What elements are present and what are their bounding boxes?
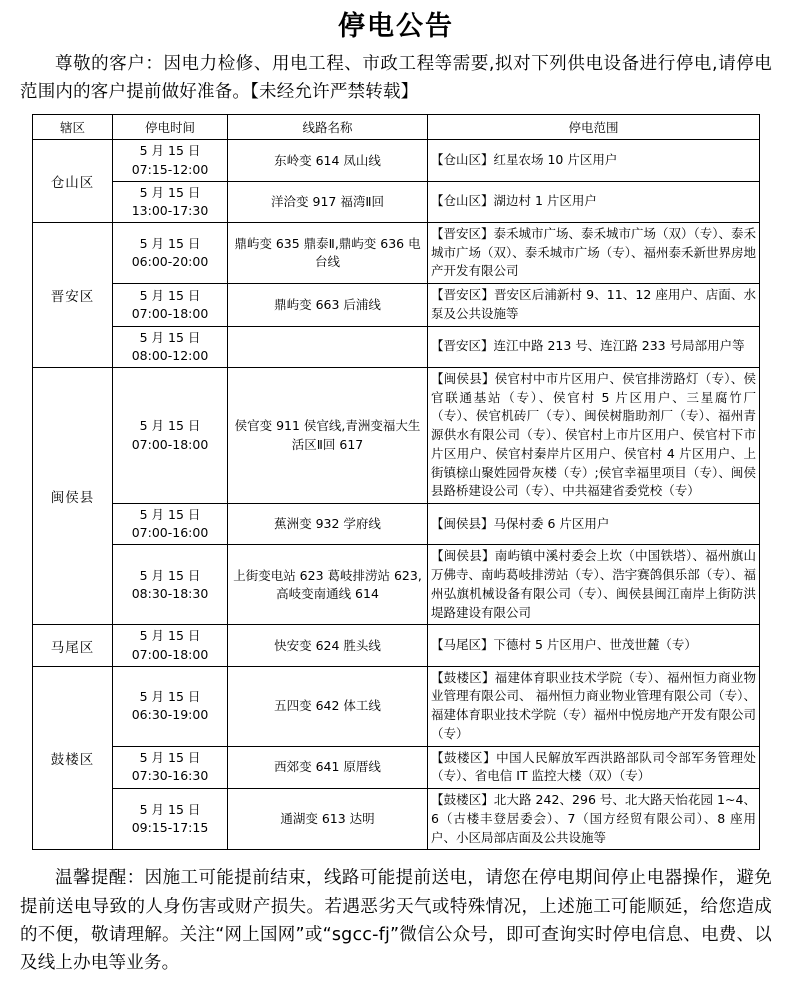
outage-time-cell — [113, 545, 228, 625]
line-name-cell: 侯官变 911 侯官线,青洲变福大生活区Ⅱ回 617 — [228, 367, 428, 503]
line-name-cell: 五四变 642 体工线 — [228, 666, 428, 746]
outage-date: 5 月 15 日 — [139, 802, 201, 818]
outage-date: 5 月 15 日 — [139, 628, 201, 644]
district-cell: 仓山区 — [33, 140, 113, 223]
outage-time-cell — [113, 326, 228, 367]
outage-hours: 06:00-20:00 — [131, 254, 209, 270]
line-name-cell: 东岭变 614 凤山线 — [228, 140, 428, 181]
outage-date: 5 月 15 日 — [139, 689, 201, 705]
outage-date: 5 月 15 日 — [139, 143, 201, 159]
column-header-range: 停电范围 — [428, 115, 760, 140]
outage-range-cell: 【闽侯县】马保村委 6 片区用户 — [428, 504, 760, 545]
table-row — [33, 504, 760, 545]
outage-date: 5 月 15 日 — [139, 507, 201, 523]
table-row — [33, 746, 760, 789]
outage-hours: 13:00-17:30 — [131, 202, 209, 218]
outage-range-cell: 【晋安区】连江中路 213 号、连江路 233 号局部用户等 — [428, 326, 760, 367]
outage-range-cell: 【晋安区】泰禾城市广场、泰禾城市广场（双）（专）、泰禾城市广场（双）、泰禾城市广场（专）、福州泰禾新世界房地产开发有限公司 — [428, 222, 760, 283]
table-row — [33, 326, 760, 367]
outage-range-cell: 【仓山区】湖边村 1 片区用户 — [428, 181, 760, 222]
district-cell: 马尾区 — [33, 625, 113, 666]
outage-range-cell: 【仓山区】红星农场 10 片区用户 — [428, 140, 760, 181]
outage-hours: 07:00-18:00 — [131, 305, 209, 321]
table-row — [33, 367, 760, 503]
outage-time-cell — [113, 181, 228, 222]
column-header-line: 线路名称 — [228, 115, 428, 140]
outage-time-cell — [113, 140, 228, 181]
outage-time-cell — [113, 746, 228, 789]
line-name-cell: 西郊变 641 原厝线 — [228, 746, 428, 789]
outage-time-cell — [113, 284, 228, 327]
outage-date: 5 月 15 日 — [139, 418, 201, 434]
column-header-district: 辖区 — [33, 115, 113, 140]
outage-time-cell — [113, 367, 228, 503]
line-name-cell: 鼎屿变 635 鼎泰Ⅱ,鼎屿变 636 电台线 — [228, 222, 428, 283]
outage-range-cell: 【鼓楼区】福建体育职业技术学院（专）、福州恒力商业物业管理有限公司、 福州恒力商业物业管理有限公司（专）、福建体育职业技术学院（专）福州中悦房地产开发有限公司（专） — [428, 666, 760, 746]
table-row — [33, 140, 760, 181]
outage-date: 5 月 15 日 — [139, 235, 201, 251]
table-row — [33, 545, 760, 625]
outage-notice-page — [0, 10, 792, 988]
table-header — [33, 115, 760, 140]
outage-date: 5 月 15 日 — [139, 184, 201, 200]
outage-hours: 07:00-18:00 — [131, 646, 209, 662]
table-row — [33, 666, 760, 746]
outage-hours: 08:00-12:00 — [131, 347, 209, 363]
table-row — [33, 625, 760, 666]
line-name-cell: 通湖变 613 达明 — [228, 789, 428, 850]
outage-range-cell: 【闽侯县】南屿镇中溪村委会上坎（中国铁塔）、福州旗山万佛寺、南屿葛岐排涝站（专）、浩宇赛鸽俱乐部（专）、福州弘旗机械设备有限公司（专）、闽侯县闽江南岸上街防洪堤路建设有限公司 — [428, 545, 760, 625]
outage-table — [32, 114, 760, 850]
district-cell: 晋安区 — [33, 222, 113, 367]
column-header-time: 停电时间 — [113, 115, 228, 140]
outage-hours: 07:00-18:00 — [131, 436, 209, 452]
outage-date: 5 月 15 日 — [139, 287, 201, 303]
intro-paragraph: 尊敬的客户：因电力检修、用电工程、市政工程等需要,拟对下列供电设备进行停电,请停电范围内的客户提前做好准备。【未经允许严禁转载】 — [20, 53, 772, 103]
outage-range-cell: 【闽侯县】侯官村中市片区用户、侯官排涝路灯（专）、侯官联通基站（专）、侯官村 5 片区用户、三星腐竹厂（专）、侯官机砖厂（专）、闽侯树脂助剂厂（专）、福州青源供水有限公司（专）、侯官村上市片区用户、侯官村下市片区用户、侯官村秦岸片区用户、侯官村 4 片区用户、上街镇榇山聚姓园骨灰楼（专）;侯官幸福里项目（专）、闽侯县路桥建设公司（专）、中共福建省委党校（专） — [428, 367, 760, 503]
line-name-cell: 上街变电站 623 葛岐排涝站 623,高岐变南通线 614 — [228, 545, 428, 625]
line-name-cell: 快安变 624 胜头线 — [228, 625, 428, 666]
table-body — [33, 140, 760, 850]
outage-range-cell: 【鼓楼区】北大路 242、296 号、北大路天怡花园 1~4、6（古楼丰登居委会）、7（国方经贸有限公司）、8 座用户、小区局部店面及公共设施等 — [428, 789, 760, 850]
outage-hours: 08:30-18:30 — [131, 585, 209, 601]
outage-time-cell — [113, 504, 228, 545]
outage-date: 5 月 15 日 — [139, 750, 201, 766]
outage-time-cell — [113, 222, 228, 283]
outage-hours: 06:30-19:00 — [131, 707, 209, 723]
table-header-row — [33, 115, 760, 140]
district-cell: 鼓楼区 — [33, 666, 113, 850]
outage-range-cell: 【鼓楼区】中国人民解放军西洪路部队司令部军务管理处（专）、省电信 IT 监控大楼（双）（专） — [428, 746, 760, 789]
outage-range-cell: 【马尾区】下德村 5 片区用户、世茂世麓（专） — [428, 625, 760, 666]
outage-hours: 07:00-16:00 — [131, 525, 209, 541]
line-name-cell: 洋洽变 917 福湾Ⅱ回 — [228, 181, 428, 222]
line-name-cell — [228, 326, 428, 367]
outage-hours: 07:15-12:00 — [131, 161, 209, 177]
table-row — [33, 181, 760, 222]
table-row — [33, 789, 760, 850]
page-title: 停电公告 — [338, 11, 454, 42]
outage-date: 5 月 15 日 — [139, 329, 201, 345]
outage-date: 5 月 15 日 — [139, 567, 201, 583]
outage-time-cell — [113, 625, 228, 666]
outage-hours: 07:30-16:30 — [131, 768, 209, 784]
outage-time-cell — [113, 666, 228, 746]
footer-notice: 温馨提醒：因施工可能提前结束，线路可能提前送电，请您在停电期间停止电器操作，避免提前送电导致的人身伤害或财产损失。若遇恶劣天气或特殊情况，上述施工可能顺延，给您造成的不便，敬请理解。关注“网上国网”或“sgcc-fj”微信公众号，即可查询实时停电信息、电费、以及线上办电等业务。 — [20, 868, 772, 974]
district-cell: 闽侯县 — [33, 367, 113, 625]
outage-time-cell — [113, 789, 228, 850]
line-name-cell: 鼎屿变 663 后浦线 — [228, 284, 428, 327]
outage-hours: 09:15-17:15 — [131, 820, 209, 836]
outage-range-cell: 【晋安区】晋安区后浦新村 9、11、12 座用户、店面、水泵及公共设施等 — [428, 284, 760, 327]
line-name-cell: 蕉洲变 932 学府线 — [228, 504, 428, 545]
table-row — [33, 284, 760, 327]
table-row — [33, 222, 760, 283]
